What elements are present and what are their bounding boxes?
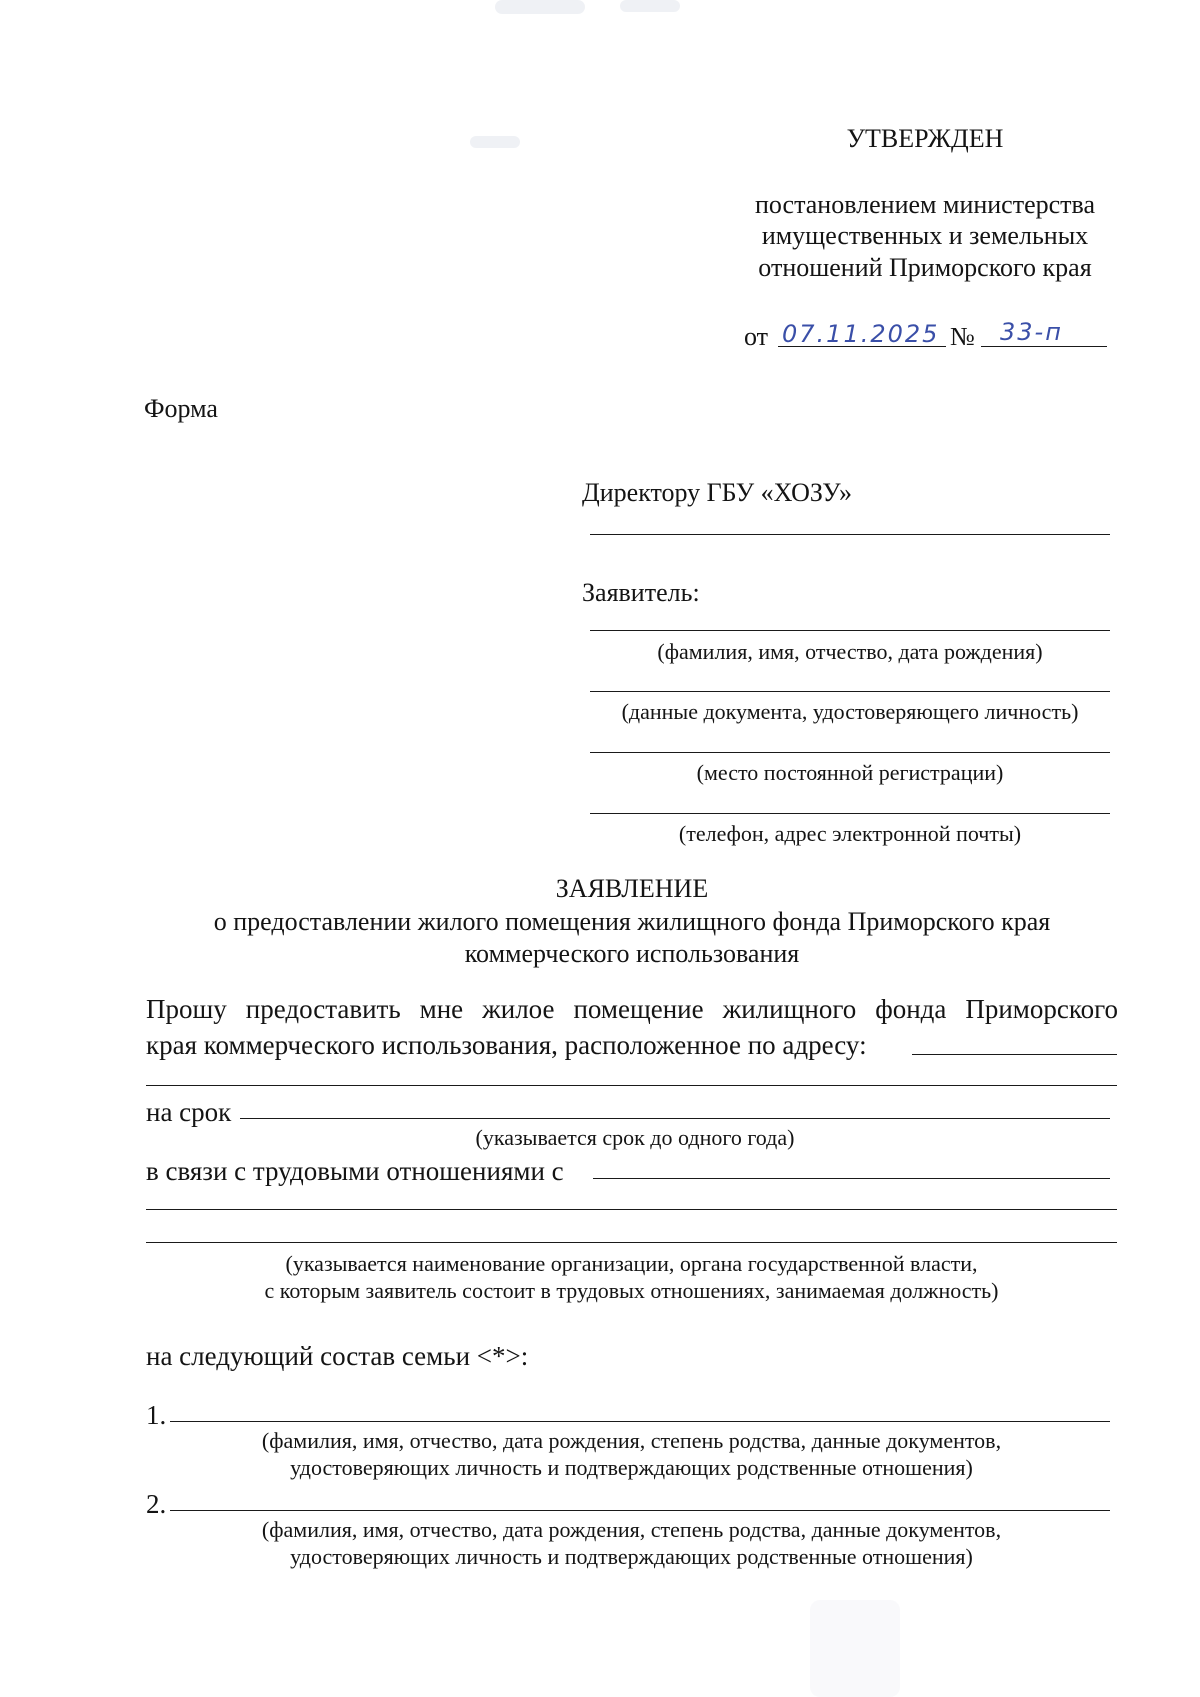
address-line-1[interactable]	[912, 1054, 1117, 1055]
applicant-contact-line[interactable]	[590, 813, 1110, 814]
applicant-doc-line[interactable]	[590, 691, 1110, 692]
approval-number: 33-п	[1000, 318, 1063, 346]
approval-date: 07.11.2025	[782, 320, 940, 348]
hint-doc: (данные документа, удостоверяющего личность)	[621, 699, 1079, 724]
scan-artifact	[495, 0, 585, 14]
scan-artifact	[470, 136, 520, 148]
member-2-line[interactable]	[170, 1510, 1110, 1511]
employment-hint-2: с которым заявитель состоит в трудовых отношениях, занимаемая должность)	[264, 1278, 999, 1303]
applicant-reg-line[interactable]	[590, 752, 1110, 753]
hint-reg: (место постоянной регистрации)	[696, 760, 1004, 785]
director-name-line[interactable]	[590, 534, 1110, 535]
employment-line-2[interactable]	[146, 1209, 1117, 1210]
member-1-line[interactable]	[170, 1421, 1110, 1422]
term-line[interactable]	[240, 1118, 1110, 1119]
statement-title: ЗАЯВЛЕНИЕ	[555, 874, 709, 903]
form-label: Форма	[144, 394, 218, 423]
approval-line-1: постановлением министерства	[754, 190, 1096, 219]
member-number: 2.	[146, 1489, 167, 1519]
member-1-hint-1: (фамилия, имя, отчество, дата рождения, степень родства, данные документов,	[261, 1428, 1002, 1453]
employment-label: в связи с трудовыми отношениями с	[146, 1156, 564, 1186]
term-label: на срок	[146, 1097, 232, 1127]
employment-line-3[interactable]	[146, 1242, 1117, 1243]
applicant-label: Заявитель:	[582, 578, 700, 607]
hint-fio: (фамилия, имя, отчество, дата рождения)	[657, 639, 1043, 664]
statement-subtitle-1: о предоставлении жилого помещения жилищного фонда Приморского края	[213, 907, 1051, 936]
term-hint: (указывается срок до одного года)	[475, 1125, 795, 1150]
address-line-2[interactable]	[146, 1085, 1117, 1086]
number-line	[981, 346, 1107, 347]
member-number: 1.	[146, 1400, 167, 1430]
request-line-1: Прошу предоставить мне жилое помещение жилищного фонда Приморского	[146, 994, 1118, 1024]
member-1-hint-2: удостоверяющих личность и подтверждающих родственные отношения)	[290, 1455, 973, 1480]
employment-line-1[interactable]	[593, 1178, 1110, 1179]
family-label: на следующий состав семьи <*>:	[146, 1341, 529, 1371]
approval-line-2: имущественных и земельных	[761, 221, 1089, 250]
addressee-director: Директору ГБУ «ХОЗУ»	[582, 478, 852, 507]
approval-line-3: отношений Приморского края	[758, 253, 1092, 282]
approval-number-label: №	[950, 322, 975, 351]
applicant-fio-line[interactable]	[590, 630, 1110, 631]
scan-artifact	[620, 0, 680, 12]
employment-hint-1: (указывается наименование организации, органа государственной власти,	[285, 1251, 978, 1276]
request-line-2: края коммерческого использования, расположенное по адресу:	[146, 1030, 867, 1060]
member-2-hint-1: (фамилия, имя, отчество, дата рождения, степень родства, данные документов,	[261, 1517, 1002, 1542]
hint-contact: (телефон, адрес электронной почты)	[678, 821, 1022, 846]
scan-artifact	[810, 1600, 900, 1697]
statement-subtitle-2: коммерческого использования	[464, 939, 800, 968]
approval-from-label: от	[744, 322, 769, 351]
approval-title: УТВЕРЖДЕН	[846, 124, 1004, 153]
member-2-hint-2: удостоверяющих личность и подтверждающих родственные отношения)	[290, 1544, 973, 1569]
